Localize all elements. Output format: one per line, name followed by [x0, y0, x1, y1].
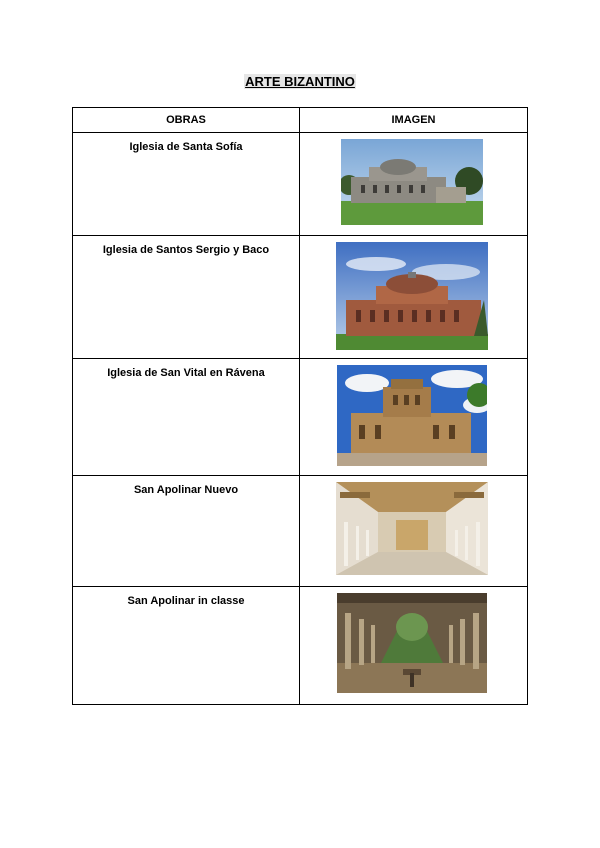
- table-row: [73, 476, 528, 587]
- image-cell: [300, 587, 528, 705]
- san-apolinar-nuevo-photo: [336, 482, 488, 575]
- document-title-text: ARTE BIZANTINO: [245, 74, 355, 89]
- san-apolinar-in-classe-photo: [337, 593, 487, 693]
- table-row: [73, 587, 528, 705]
- obra-name: San Apolinar Nuevo: [73, 476, 300, 587]
- image-cell: [300, 133, 528, 236]
- obra-name: Iglesia de Santos Sergio y Baco: [73, 236, 300, 359]
- table-row: [73, 236, 528, 359]
- artworks-table: [72, 107, 528, 705]
- santa-sofia-photo: [341, 139, 483, 225]
- obra-name: San Apolinar in classe: [73, 587, 300, 705]
- obra-name: Iglesia de San Vital en Rávena: [73, 359, 300, 476]
- obra-name: Iglesia de Santa Sofía: [73, 133, 300, 236]
- document-title: [0, 73, 600, 91]
- image-cell: [300, 236, 528, 359]
- image-cell: [300, 476, 528, 587]
- table-header-row: [73, 108, 528, 133]
- image-cell: [300, 359, 528, 476]
- table-row: [73, 133, 528, 236]
- table-row: [73, 359, 528, 476]
- san-vital-photo: [337, 365, 487, 466]
- santos-sergio-y-baco-photo: [336, 242, 488, 350]
- header-obras: OBRAS: [73, 108, 300, 133]
- header-imagen: IMAGEN: [300, 108, 528, 133]
